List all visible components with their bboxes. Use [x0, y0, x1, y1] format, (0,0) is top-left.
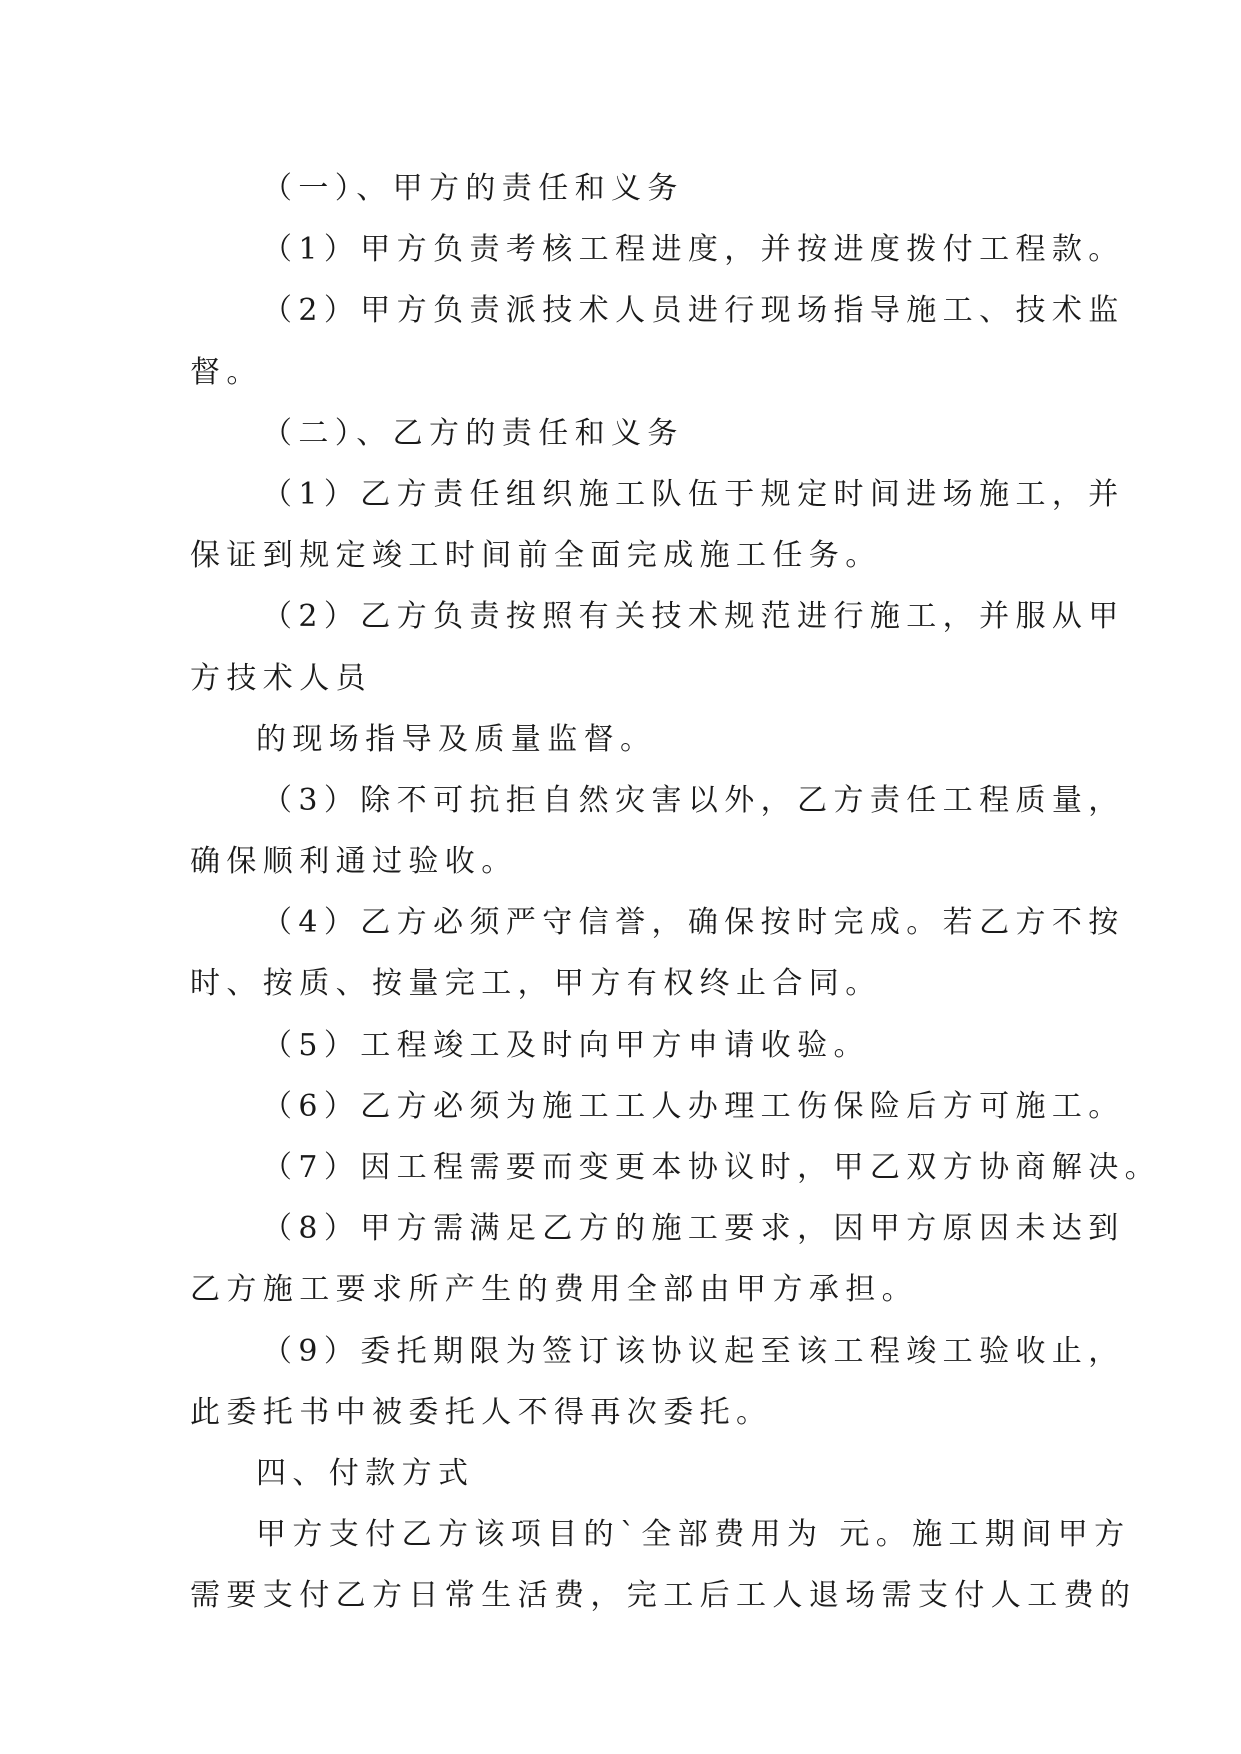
clause-b-2-line-1: （2）乙方负责按照有关技术规范进行施工，并服从甲	[262, 599, 1125, 635]
clause-b-9-line-2: 此委托书中被委托人不得再次委托。	[190, 1394, 773, 1430]
clause-b-2-line-3: 的现场指导及质量监督。	[256, 721, 657, 757]
section-heading-party-b: （二）、乙方的责任和义务	[262, 415, 684, 451]
clause-b-1-line-1: （1）乙方责任组织施工队伍于规定时间进场施工，并	[262, 476, 1125, 512]
section-heading-party-a: （一）、甲方的责任和义务	[262, 171, 684, 206]
document-body	[190, 158, 1162, 1627]
clause-b-5: （5）工程竣工及时向甲方申请收验。	[262, 1027, 870, 1063]
clause-b-4-line-1: （4）乙方必须严守信誉，确保按时完成。若乙方不按	[262, 905, 1125, 941]
clause-a-2-line-2: 督。	[190, 354, 263, 390]
payment-paragraph-line-2: 需要支付乙方日常生活费，完工后工人退场需支付人工费的	[190, 1578, 1137, 1614]
clause-a-2-line-1: （2）甲方负责派技术人员进行现场指导施工、技术监	[262, 293, 1125, 329]
clause-b-8-line-2: 乙方施工要求所产生的费用全部由甲方承担。	[190, 1272, 918, 1308]
clause-b-7: （7）因工程需要而变更本协议时，甲乙双方协商解决。	[262, 1150, 1162, 1185]
clause-b-6: （6）乙方必须为施工工人办理工伤保险后方可施工。	[262, 1088, 1125, 1124]
clause-b-8-line-1: （8）甲方需满足乙方的施工要求，因甲方原因未达到	[262, 1211, 1125, 1247]
clause-b-2-line-2: 方技术人员	[190, 660, 372, 696]
clause-a-1: （1）甲方负责考核工程进度，并按进度拨付工程款。	[262, 232, 1125, 268]
clause-b-1-line-2: 保证到规定竣工时间前全面完成施工任务。	[190, 538, 882, 574]
clause-b-3-line-1: （3）除不可抗拒自然灾害以外，乙方责任工程质量，	[262, 782, 1125, 818]
clause-b-4-line-2: 时、按质、按量完工，甲方有权终止合同。	[190, 966, 882, 1002]
clause-b-3-line-2: 确保顺利通过验收。	[190, 844, 518, 880]
clause-b-9-line-1: （9）委托期限为签订该协议起至该工程竣工验收止，	[262, 1333, 1125, 1369]
section-heading-payment: 四、付款方式	[256, 1455, 475, 1491]
payment-paragraph-line-1: 甲方支付乙方该项目的`全部费用为 元。施工期间甲方	[256, 1517, 1131, 1553]
